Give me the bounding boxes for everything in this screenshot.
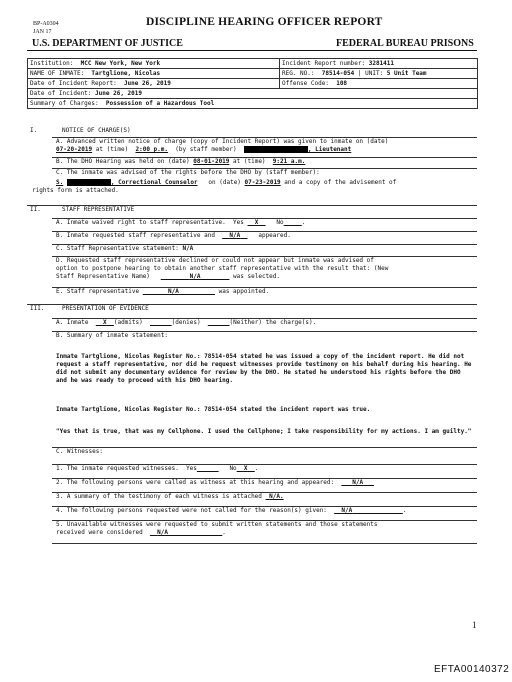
report-title: DISCIPLINE HEARING OFFICER REPORT (146, 16, 383, 28)
section-1-item-a: A. Advanced written notice of charge (copy of Incident Report) was given to inmate on (date) 07-20-2019 at (time) 2:00 p.m. (by staff member) , Lieutenant (52, 137, 477, 157)
section-2-item-d: D. Requested staff representative declined or could not appear but inmate was advised of option to postpone hearing to obtain another staff representative with the result that: (New Staff Representative Name) N/A was selected. (52, 256, 477, 284)
section-3-item-a: A. Inmate X (admits) (denies) (Neither) the charge(s). (52, 318, 477, 330)
section-3-item-b: B. Summary of inmate statement: (52, 331, 477, 343)
inmate-statement-true: Inmate Tartglione, Nicolas Register No.: 78514-054 stated the incident report was true. (56, 406, 371, 413)
witness-item-4: 4. The following persons requested were not called for the reason(s) given: N/A . (52, 506, 477, 519)
inmate-quote: "Yes that is true, that was my Cellphone. I used the Cellphone; I take responsibility for my actions. I am guilty." (56, 428, 472, 435)
offense-code-cell: Offense Code: 108 (280, 79, 478, 89)
redaction-block (67, 179, 111, 186)
section-2-item-e: E. Staff representative N/A was appointed. (52, 287, 477, 303)
page-number: 1 (472, 620, 477, 630)
section-2-item-c: C. Staff Representative statement: N/A (52, 244, 477, 255)
form-code: BP-A0304 JAN 17 (33, 21, 59, 35)
section-2-heading: II. STAFF REPRESENTATIVE (27, 205, 477, 214)
section-1-heading: I. NOTICE OF CHARGE(S) (30, 127, 131, 134)
inmate-statement-paragraph: Inmate Tartglione, Nicolas Register No.: 78514-054 stated he was issued a copy of the incident report. He did not request a staff representative, nor did he request witnesses provide testimony on his behalf during his hearing. He did not submit any documentary evidence for review by the DHO. He stated he understood his rights before the DHO and he was ready to proceed with his DHO hearing. (56, 353, 472, 384)
section-3-item-c: C. Witnesses: (52, 447, 477, 459)
witness-item-1: 1. The inmate requested witnesses. Yes No X . (52, 464, 477, 477)
redaction-block (244, 146, 308, 153)
department-name: U.S. DEPARTMENT OF JUSTICE (32, 38, 183, 49)
date-report-cell: Date of Incident Report: June 26, 2019 (28, 79, 280, 89)
bureau-name: FEDERAL BUREAU PRISONS (336, 38, 474, 49)
section-3-bottom-rule (52, 543, 477, 544)
summary-charges-cell: Summary of Charges: Possession of a Hazardous Tool (28, 99, 478, 109)
section-1-item-c: C. The inmate was advised of the rights before the DHO by (staff member): S. , Correctional Counselor on (date) 07-23-2019 and a copy of the advisement of rights form is attached. (52, 168, 477, 204)
date-incident-cell: Date of Incident: June 26, 2019 (28, 89, 478, 99)
witness-item-3: 3. A summary of the testimony of each witness is attached N/A. (52, 492, 477, 505)
section-2-item-a: A. Inmate waived right to staff representative. Yes X No . (52, 218, 477, 230)
institution-cell: Institution: MCC New York, New York (28, 59, 280, 69)
witness-item-2: 2. The following persons were called as witness at this hearing and appeared: N/A (52, 478, 477, 491)
section-2-item-b: B. Inmate requested staff representative and N/A appeared. (52, 231, 477, 243)
reg-no-cell: REG. NO.: 78514-054 | UNIT: 5 Unit Team (280, 69, 478, 79)
header-rule (27, 50, 477, 51)
witness-item-5: 5. Unavailable witnesses were requested to submit written statements and those statements received were considered N/A . (52, 520, 477, 541)
section-1-item-b: B. The DHO Hearing was held on (date) 08-01-2019 at (time) 9:21 a.m. (52, 157, 477, 167)
inmate-name-cell: NAME OF INMATE: Tartglione, Nicolas (28, 69, 280, 79)
section-3-heading: III. PRESENTATION OF EVIDENCE (27, 304, 477, 313)
incident-report-cell: Incident Report number: 3281411 (280, 59, 478, 69)
inmate-info-table (27, 58, 478, 109)
document-id: EFTA00140372 (434, 664, 510, 675)
